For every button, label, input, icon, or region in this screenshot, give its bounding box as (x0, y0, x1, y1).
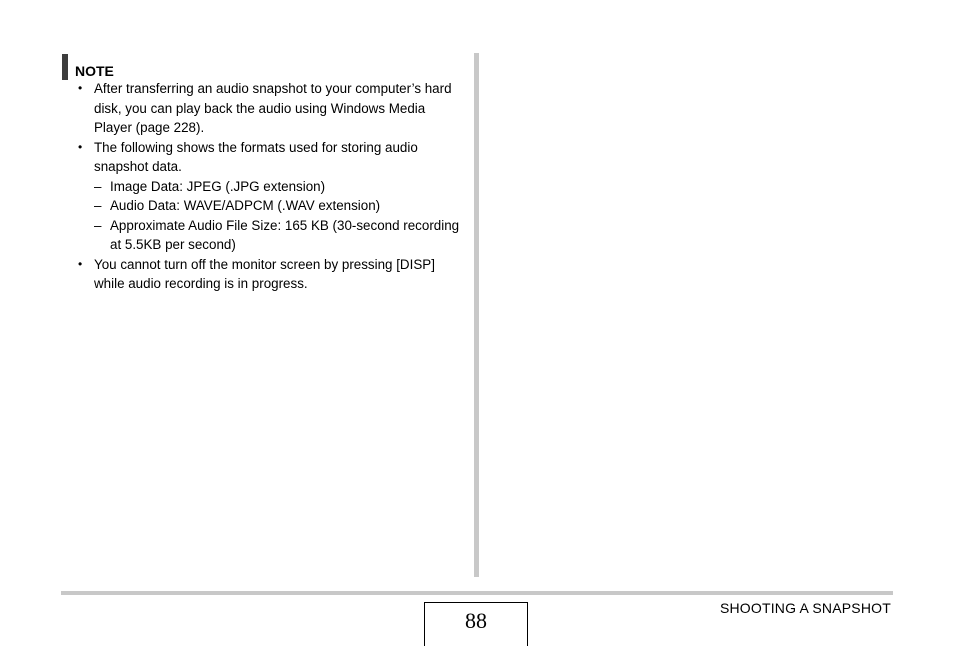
format-item-image (78, 177, 463, 197)
dash-marker: – (94, 178, 102, 194)
note-body (78, 79, 463, 294)
format-text: Image Data: JPEG (.JPG extension) (110, 178, 326, 194)
format-item-audio (78, 196, 463, 216)
note-bullet-disp (78, 255, 463, 294)
footer-rule (61, 591, 893, 595)
note-heading: NOTE (75, 63, 114, 79)
note-bullet-formats (78, 138, 463, 177)
section-title: SHOOTING A SNAPSHOT (719, 600, 891, 616)
bullet-text: After transferring an audio snapshot to your computer’s hard disk, you can play back the audio using Windows Media Player (page 228). (94, 81, 452, 135)
note-bullet-playback (78, 79, 463, 138)
bullet-text: You cannot turn off the monitor screen by pressing [DISP] while audio recording is in progress. (94, 256, 435, 291)
page-number: 88 (424, 602, 528, 646)
bullet-text: The following shows the formats used for storing audio snapshot data. (94, 139, 418, 174)
format-text: Audio Data: WAVE/ADPCM (.WAV extension) (110, 198, 381, 213)
format-item-file-size (78, 216, 463, 255)
bullet-marker: • (78, 81, 83, 95)
dash-marker: – (94, 217, 102, 233)
bullet-marker: • (78, 139, 83, 154)
bullet-marker: • (78, 256, 83, 271)
dash-marker: – (94, 198, 102, 213)
format-text: Approximate Audio File Size: 165 KB (30-second recording at 5.5KB per second) (110, 217, 460, 252)
column-divider (474, 53, 479, 577)
note-marker-bar (62, 54, 68, 80)
